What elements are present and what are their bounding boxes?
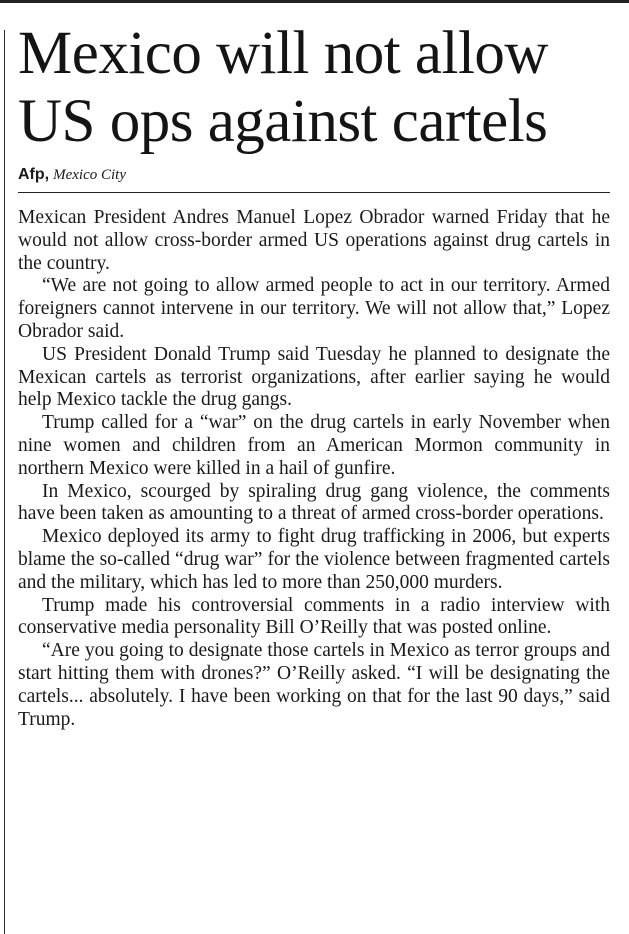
article-body <box>18 207 610 731</box>
dateline: Mexico City <box>53 167 126 183</box>
byline <box>18 165 610 185</box>
paragraph-5: In Mexico, scourged by spiraling drug gang violence, the comments have been taken as amounting to a threat of armed cross-border operations. <box>18 480 610 525</box>
news-article <box>18 20 610 731</box>
byline-divider <box>18 192 610 193</box>
paragraph-1: Mexican President Andres Manuel Lopez Obrador warned Friday that he would not allow cross-border armed US operations against drug cartels in the country. <box>18 207 610 274</box>
headline-line-1: Mexico will not allow <box>18 20 548 87</box>
column-left-rule <box>4 30 5 934</box>
headline-line-2: US ops against cartels <box>18 88 548 155</box>
paragraph-6: Mexico deployed its army to fight drug trafficking in 2006, but experts blame the so-called “drug war” for the violence between fragmented cartels and the military, which has led to more than 250,000 murders. <box>18 526 610 593</box>
paragraph-4: Trump called for a “war” on the drug cartels in early November when nine women and children from an American Mormon community in northern Mexico were killed in a hail of gunfire. <box>18 412 610 479</box>
paragraph-3: US President Donald Trump said Tuesday he planned to designate the Mexican cartels as terrorist organizations, after earlier saying he would help Mexico tackle the drug gangs. <box>18 343 610 411</box>
paragraph-7: Trump made his controversial comments in a radio interview with conservative media personality Bill O’Reilly that was posted online. <box>18 594 610 639</box>
paragraph-2: “We are not going to allow armed people to act in our territory. Armed foreigners cannot intervene in our territory. We will not allow that,” Lopez Obrador said. <box>18 275 610 342</box>
paragraph-8: “Are you going to designate those cartels in Mexico as terror groups and start hitting them with drones?” O’Reilly asked. “I will be designating the cartels... absolutely. I have been working on that for the last 90 days,” said Trump. <box>18 640 610 730</box>
news-agency: Afp <box>18 166 45 183</box>
headline <box>18 20 610 156</box>
top-border-rule <box>0 0 629 3</box>
byline-separator: , <box>44 166 50 183</box>
